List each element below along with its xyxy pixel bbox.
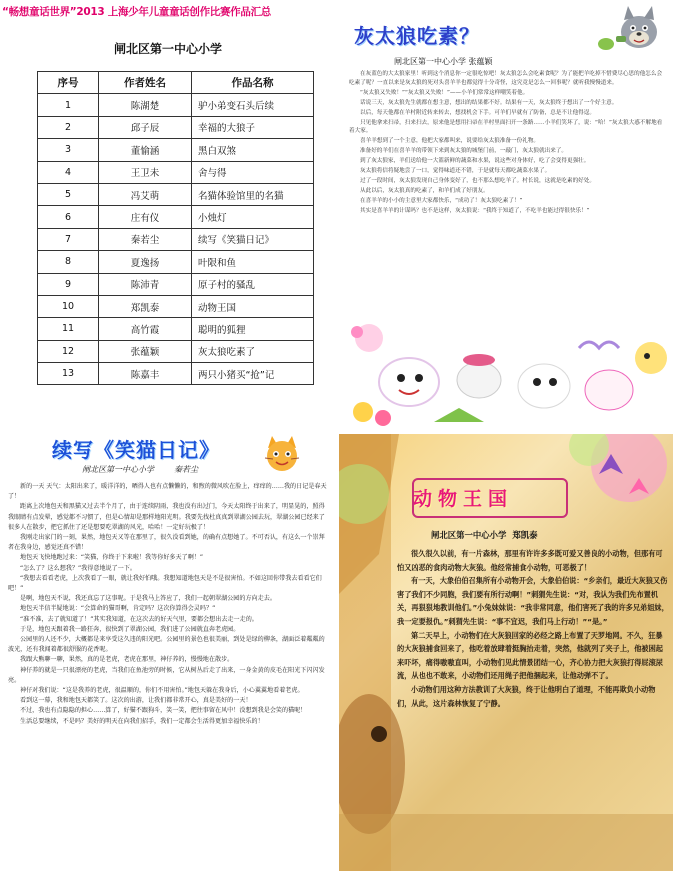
author-school: 闸北区第一中心小学 <box>431 530 507 540</box>
table-row <box>38 295 314 317</box>
row-author: 陈嘉丰 <box>99 363 192 385</box>
table-row <box>38 340 314 362</box>
story-paragraph: “我想去看看老虎，上次我看了一眼，就让我好怕哦。我想知道地包天是不是很害怕。不如这回你带我去看看它们吧！” <box>8 574 322 593</box>
row-author: 张蕴颖 <box>99 340 192 362</box>
row-title: 黑白双煞 <box>192 139 314 161</box>
story-paragraph: 我跟大熊聊一聊，果然，真的是老虎，老虎在那里，神仔养的，慢慢地在散步。 <box>20 656 234 664</box>
header-number: 序号 <box>38 72 99 94</box>
row-author: 董愉涵 <box>99 139 192 161</box>
row-number: 3 <box>38 139 99 161</box>
story-paragraph: 喜羊羊想到了一个主意，他把大家都叫来，说要给灰太狼准备一份礼物。 <box>360 138 540 145</box>
works-table <box>37 71 314 385</box>
row-title: 动物王国 <box>192 295 314 317</box>
grey-wolf-cartoon-icon <box>594 4 664 54</box>
row-number: 4 <box>38 161 99 183</box>
contest-banner: “畅想童话世界”2013 上海少年儿童童话创作比赛作品汇总 <box>2 6 271 18</box>
story-paragraph: 准备好的羊们在喜羊羊的带领下来到灰太狼的城堡门前，一敲门，灰太狼就出来了。 <box>360 148 567 155</box>
story-title: 动物王国 <box>413 488 514 510</box>
story-body <box>349 70 667 217</box>
story-paragraph: 距离上次地包天和黑猫又过去半个月了，由于连续阴雨，我也没有出过门，今天太阳终于出来了，明显晃的，照得我眼睛有点发晕，感觉都不习惯了，但是心情却是那样地阳光明。我要先找杜真真到翠湖公园去玩，翠湖公园已经来了很多人在散步，把它抓住了还是想要吃翠湖的风光，哈哈！一定好玩极了！ <box>8 503 325 531</box>
table-row <box>38 94 314 116</box>
story-paragraph: 以后，每天他都在羊村附近转来转去，想找机会下手。可羊们早就有了防备，总是不让他得逞。 <box>360 109 595 116</box>
story-paragraph: 第二天早上，小动物们在大灰狼回家的必经之路上布置了天罗地网。不久，狂暴的大灰狼捕食回来了，他吃着放肆着挺胸抬走着，突然，他就列了夹子上，他被困起来吓坏，痛得嗷嗷直叫，小动物们见此情景团结一心，齐心协力把大灰狼打得屁滚尿流，从也也不敢来，小动物们还用绳子把他捆起来，让他动弹不了。 <box>397 630 663 681</box>
story-paragraph: 不过，我也有点隐隐的担心……算了，好猫不跟狗斗，笑一笑，把往事留在风中！没想到我是会笑的猫呢！ <box>20 707 307 715</box>
row-number: 13 <box>38 363 99 385</box>
table-header-row <box>38 72 314 94</box>
story-title: 续写《笑猫日记》 <box>52 438 220 462</box>
row-title: 舍与得 <box>192 161 314 183</box>
row-number: 5 <box>38 183 99 205</box>
story-paragraph: 地包天飞快地跑过来：“笑猫，你终于下来啦！我等你好多天了啊！” <box>20 554 204 562</box>
story-body <box>397 547 669 710</box>
sheep-cartoon-strip-icon <box>339 318 673 430</box>
row-number: 2 <box>38 116 99 138</box>
table-row <box>38 251 314 273</box>
story-animal-kingdom-panel <box>339 434 673 871</box>
row-author: 高竹霞 <box>99 318 192 340</box>
row-number: 7 <box>38 228 99 250</box>
story-paragraph: 很久很久以前，有一片森林，那里有许许多多既可爱又善良的小动物，但那有可怕又凶恶的食肉动物大灰狼。他经常捕食小动物，可恶极了！ <box>397 549 663 572</box>
story-paragraph: 神仔对我们说：“这是我养的老虎，很温顺的，你们不用害怕。”地包天躲在我身后，小心翼翼地看着老虎。 <box>20 687 304 695</box>
row-title: 小烛灯 <box>192 206 314 228</box>
story-author <box>431 529 538 541</box>
table-row <box>38 183 314 205</box>
row-title: 原子村的骚乱 <box>192 273 314 295</box>
header-author: 作者姓名 <box>99 72 192 94</box>
story-paragraph: 灰太狼将信将疑地尝了一口，觉得味道还不错，于是就每天都吃蔬菜水果了。 <box>360 168 551 175</box>
story-paragraph: 公园里的人还不少，大概都是来享受这久违的阳光吧。公园里的景色也很美丽，到处是绿的柳条，湖面泛着粼粼的波光，还有我闻着都很舒服的花香呢。 <box>8 636 325 654</box>
table-row <box>38 206 314 228</box>
table-row <box>38 318 314 340</box>
table-row <box>38 116 314 138</box>
row-number: 6 <box>38 206 99 228</box>
works-list-panel <box>0 0 336 430</box>
row-title: 叶限和鱼 <box>192 251 314 273</box>
story-paragraph: 过了一段时间，灰太狼发现自己身体变好了，也不那么想吃羊了。村长说，这就是吃素的好处。 <box>360 177 595 184</box>
cat-cartoon-icon <box>262 436 302 476</box>
row-title: 续写《笑猫日记》 <box>192 228 314 250</box>
row-title: 名猫体验馆里的名猫 <box>192 183 314 205</box>
row-author: 陈湖楚 <box>99 94 192 116</box>
story-author: 闸北区第一中心小学 张蕴颖 <box>394 57 493 66</box>
story-paragraph: 新的一天 天气：太阳出来了，暖洋洋的，晒得人也有点懒懒的，和煦的微风吹在脸上，痒痒的……我的日记是春天了！ <box>8 483 327 501</box>
story-paragraph: 神仔养的就是一只很漂亮的老虎，当我们在鱼池旁的时候，它从树丛后走了出来，一身金黄的皮毛在阳光下闪闪发亮。 <box>8 666 325 684</box>
story-paragraph: 其实是喜羊羊的计谋吗？也不是这样，灰太狼说：“我终于知道了，不吃羊也能过得很快乐！” <box>360 207 590 214</box>
row-author: 冯艾萌 <box>99 183 192 205</box>
row-number: 10 <box>38 295 99 317</box>
story-paragraph: 看到这一幕，我和地包天都笑了。这次的出游，让我们都非常开心，真是美好的一天！ <box>20 697 252 705</box>
row-author: 庄有仪 <box>99 206 192 228</box>
row-author: 陈沛青 <box>99 273 192 295</box>
story-paragraph: 只见他拿来扫帚，扫来扫去，原来他是想用扫帚在羊村里面扫开一条路……小羊们笑坏了，说：“哈！”灰太狼大惑不解地看着大家。 <box>349 119 663 135</box>
school-name: 闸北区第一中心小学 <box>113 42 222 56</box>
story-laughing-cat-panel <box>0 434 336 871</box>
author-name: 秦若尘 <box>174 465 198 474</box>
story-paragraph: 话说三天，灰太狼先生就都在想主意，想出的结果都不好。结果有一天，灰太狼终于想出了一个好主意。 <box>360 99 618 106</box>
story-paragraph: 在喜羊羊的小小的主意里大家都快乐，“成功了！灰太狼吃素了！” <box>360 197 523 204</box>
row-author: 夏逸扬 <box>99 251 192 273</box>
row-title: 两只小猪买“抢”记 <box>192 363 314 385</box>
row-number: 11 <box>38 318 99 340</box>
row-number: 1 <box>38 94 99 116</box>
header-title: 作品名称 <box>192 72 314 94</box>
row-author: 郑凯泰 <box>99 295 192 317</box>
story-paragraph: “灰太狼又失败！”“灰太狼又失败！”——小羊们常常这样嘲笑着他。 <box>360 89 529 96</box>
story-paragraph: 有一天，大象伯伯召集所有小动物开会，大象伯伯说：“乡亲们，最近大灰狼又伤害了我们不少同胞，我们要有所行动啊！”刺猬先生说：“对，我认为我们先布置机关，再狠狠地教训他们。”小兔妹妹说：“我非常同意，他们害死了我的许多兄弟姐妹，我一定要报仇。”刺猬先生说：“事不宜迟，我们马上行动！”“是。” <box>397 576 669 626</box>
row-number: 8 <box>38 251 99 273</box>
story-paragraph: “怎么了？这么想我？”我得意地说了一下。 <box>20 564 137 572</box>
row-author: 邱子辰 <box>99 116 192 138</box>
row-title: 灰太狼吃素了 <box>192 340 314 362</box>
table-row <box>38 363 314 385</box>
story-paragraph: 小动物们用这种方法教训了大灰狼，终于让他明白了道理，不能再欺负小动物们，从此，这片森林恢复了宁静。 <box>397 684 656 708</box>
story-paragraph: 生活总要继续，不是吗？美好的明天在向我们招手，我们一定都会生活得更加幸福快乐的！ <box>20 717 264 725</box>
story-grey-wolf-panel <box>339 0 673 430</box>
story-body <box>8 482 330 727</box>
row-author: 王卫未 <box>99 161 192 183</box>
table-row <box>38 161 314 183</box>
table-row <box>38 228 314 250</box>
story-paragraph: 是啊，地包天不说，我还真忘了这事呢。于是我马上答应了，我们一起朝翠湖公园的方向走去。 <box>20 595 276 603</box>
row-title: 幸福的大狼子 <box>192 116 314 138</box>
table-row <box>38 273 314 295</box>
row-number: 12 <box>38 340 99 362</box>
row-author: 秦若尘 <box>99 228 192 250</box>
story-title: 灰太狼吃素？ <box>354 24 480 48</box>
story-paragraph: 在灰蓝色的大太狼家里！听到这个消息你一定很吃惊吧！灰太狼怎么会吃素食呢？为了能把羊吃掉不惜费尽心思的他怎么会吃素了呢？一直以来是灰太狼的死对头喜羊羊也都觉得十分奇怪，这究竟是怎么一回事呢？就听我慢慢道来。 <box>349 71 663 86</box>
table-row <box>38 139 314 161</box>
row-title: 驴小弟变石头后续 <box>192 94 314 116</box>
story-author <box>82 464 198 475</box>
story-paragraph: 从此以后，灰太狼真的吃素了，和羊们成了好朋友。 <box>360 187 489 194</box>
author-school: 闸北区第一中心小学 <box>82 465 154 474</box>
author-name: 郑凯泰 <box>512 530 538 540</box>
story-paragraph: 我刚走出家门的一刻，果然，地包天又等在那里了，很久没看到她，的确有点想她了。不可否认，有这么一个崇拜者在我身边，感觉还真不错！ <box>8 534 325 552</box>
row-number: 9 <box>38 273 99 295</box>
story-paragraph: 到了灰太狼家，羊们送给他一大篮新鲜的蔬菜和水果，说这些对身体好，吃了会变得更强壮。 <box>360 158 590 165</box>
row-title: 聪明的狐狸 <box>192 318 314 340</box>
story-paragraph: 地包天半信半疑地说：“会算命的猫哥啊，肯定吗？这次你算得会灵吗？” <box>20 605 216 613</box>
story-paragraph: 于是，地包天跟着我一路狂奔，很快到了翠湖公园，我们进了公园就直奔老虎园。 <box>20 625 240 633</box>
story-paragraph: “准不准，去了就知道了！”其实我知道，在这次去的好天气里，要都会想出去走一走的。 <box>20 615 258 623</box>
